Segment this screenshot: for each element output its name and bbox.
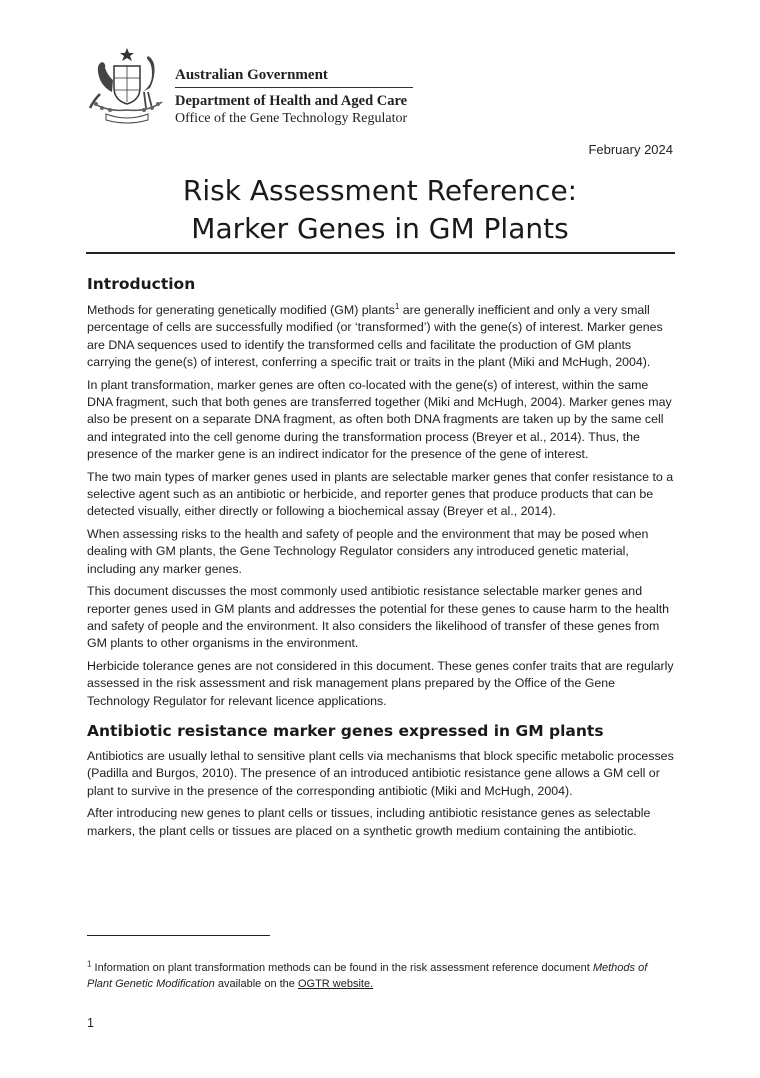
antibiotic-paragraph-1: Antibiotics are usually lethal to sensitive plant cells via mechanisms that block specific metabolic processes (Padilla and Burgos, 2010). The presence of an introduced antibiotic resistance gene allows a GM cell or plant to survive in the presence of the corresponding antibiotic (Miki and McHugh, 2004).: [87, 748, 674, 798]
footnote-number: 1: [87, 959, 92, 969]
footnote-document-title: Methods of Plant Genetic Modification: [87, 962, 648, 990]
government-logo: [86, 46, 426, 130]
document-date: February 2024: [588, 142, 673, 157]
header-divider: [175, 87, 413, 88]
footnote-text-middle: available on the: [214, 978, 298, 990]
ogtr-website-link[interactable]: OGTR website.: [297, 978, 374, 990]
intro-paragraph-2: In plant transformation, marker genes are often co-located with the gene(s) of interest, within the same DNA fragment, such that both genes are transferred together (Miki and McHugh, 2004). Marker genes may also be present on a separate DNA fragment, as often both DNA fragments are taken up by the same cell and integrated into the cell genome during the transformation process (Breyer et al., 2014). Thus, the presence of the marker gene is an indirect indicator for the presence of the gene of interest.: [87, 377, 672, 462]
department-name: Department of Health and Aged Care: [175, 93, 408, 109]
footnote: [87, 960, 675, 992]
page-number: 1: [87, 1016, 94, 1030]
footnote-divider: [87, 935, 270, 936]
government-name: Australian Government: [175, 67, 328, 83]
intro-p1-text-end: are generally inefficient and only a very small percentage of cells are successfully modified (or ‘transformed’) with the gene(s) of interest. Marker genes are DNA sequences used to identify the transformed cells and facilitate the production of GM plants carrying the gene(s) of interest, conferring a specific trait or traits in the plant (Miki and McHugh, 2004).: [87, 303, 663, 370]
title-divider: [86, 252, 675, 254]
office-name: Office of the Gene Technology Regulator: [175, 111, 408, 126]
antibiotic-paragraph-2: After introducing new genes to plant cells or tissues, including antibiotic resistance genes as selectable markers, the plant cells or tissues are placed on a synthetic growth medium containing the antibiotic.: [87, 806, 651, 838]
document-body: [87, 274, 675, 845]
intro-paragraph-1: [87, 302, 675, 372]
government-text: [175, 66, 425, 127]
introduction-heading: Introduction: [87, 275, 196, 293]
footnote-reference[interactable]: 1: [394, 301, 400, 311]
intro-p1-text-start: Methods for generating genetically modified (GM) plants: [87, 303, 395, 317]
antibiotic-section-heading: Antibiotic resistance marker genes expressed in GM plants: [87, 721, 604, 740]
intro-paragraph-3: The two main types of marker genes used in plants are selectable marker genes that confer resistance to a selective agent such as an antibiotic or herbicide, and reporter genes that produce products that can be detected visually, either directly or following a biochemical assay (Breyer et al., 2014).: [87, 469, 674, 519]
coat-of-arms-icon: [86, 46, 168, 126]
footnote-text-start: Information on plant transformation methods can be found in the risk assessment reference document: [91, 962, 593, 974]
title-line-2: Marker Genes in GM Plants: [191, 212, 569, 245]
document-title: [0, 172, 760, 248]
intro-paragraph-4: When assessing risks to the health and safety of people and the environment that may be posed when dealing with GM plants, the Gene Technology Regulator considers any introduced genetic material, including any marker genes.: [87, 526, 649, 576]
intro-paragraph-5: This document discusses the most commonly used antibiotic resistance selectable marker genes and reporter genes used in GM plants and addresses the potential for these genes to cause harm to the health and safety of people and the environment. It also considers the likelihood of transfer of these genes from GM plants to other organisms in the environment.: [87, 584, 670, 651]
title-line-1: Risk Assessment Reference:: [182, 174, 578, 207]
intro-paragraph-6: Herbicide tolerance genes are not considered in this document. These genes confer traits that are regularly assessed in the risk assessment and risk management plans prepared by the Office of the Gene Technology Regulator for relevant licence applications.: [87, 658, 674, 708]
